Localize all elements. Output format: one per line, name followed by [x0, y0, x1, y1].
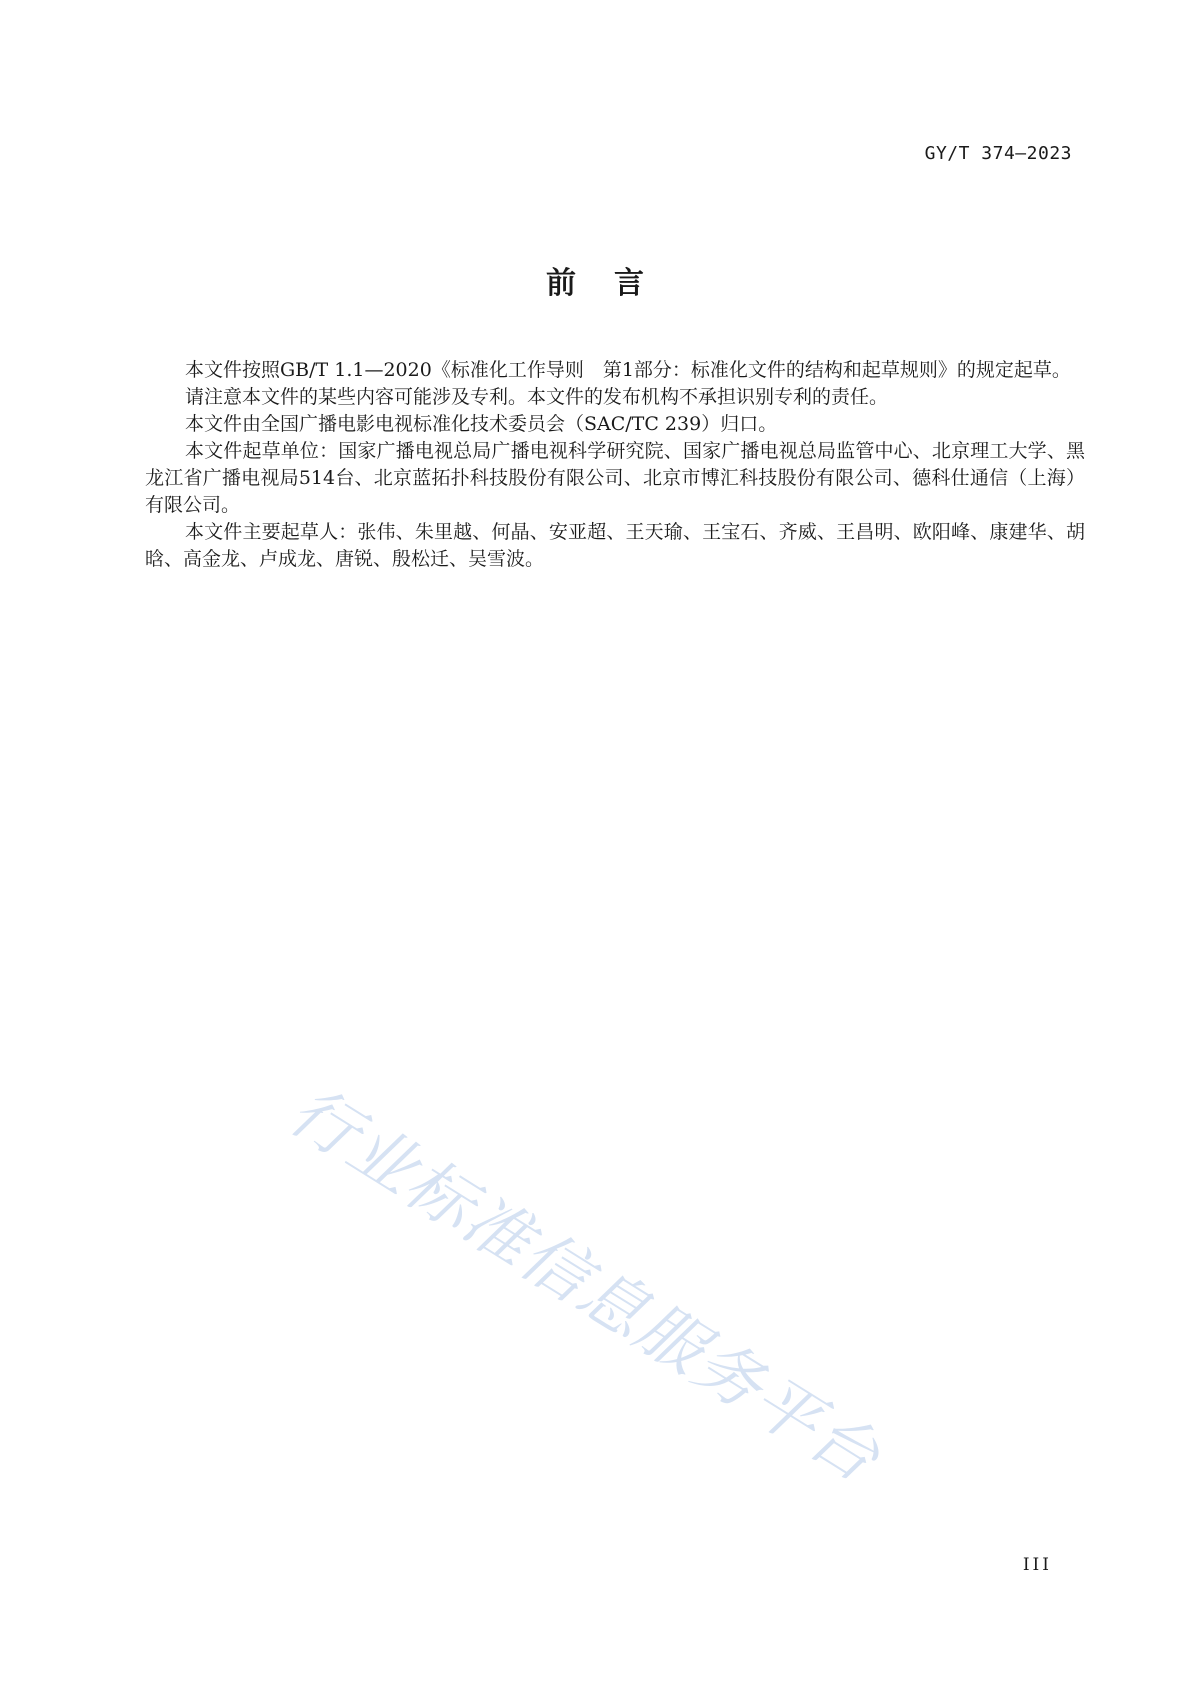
paragraph-committee: 本文件由全国广播电影电视标准化技术委员会（SAC/TC 239）归口。 — [185, 413, 778, 435]
page-number: III — [1022, 1555, 1052, 1575]
paragraph-drafters: 本文件主要起草人：张伟、朱里越、何晶、安亚超、王天瑜、王宝石、齐威、王昌明、欧阳峰、康建华、胡晗、高金龙、卢成龙、唐锐、殷松迁、吴雪波。 — [145, 521, 1085, 570]
watermark: 行业标准信息服务平台 — [276, 1071, 894, 1498]
paragraph-drafting-units: 本文件起草单位：国家广播电视总局广播电视科学研究院、国家广播电视总局监管中心、北京理工大学、黑龙江省广播电视局514台、北京蓝拓扑科技股份有限公司、北京市博汇科技股份有限公司、德科仕通信（上海）有限公司。 — [145, 440, 1085, 516]
standard-code: GY/T 374—2023 — [924, 143, 1072, 164]
page-title: 前言 — [546, 266, 682, 301]
foreword-body — [145, 357, 1085, 573]
paragraph-drafting-rules: 本文件按照GB/T 1.1—2020《标准化工作导则 第1部分：标准化文件的结构和起草规则》的规定起草。 — [185, 359, 1071, 381]
paragraph-patent-notice: 请注意本文件的某些内容可能涉及专利。本文件的发布机构不承担识别专利的责任。 — [185, 386, 889, 408]
